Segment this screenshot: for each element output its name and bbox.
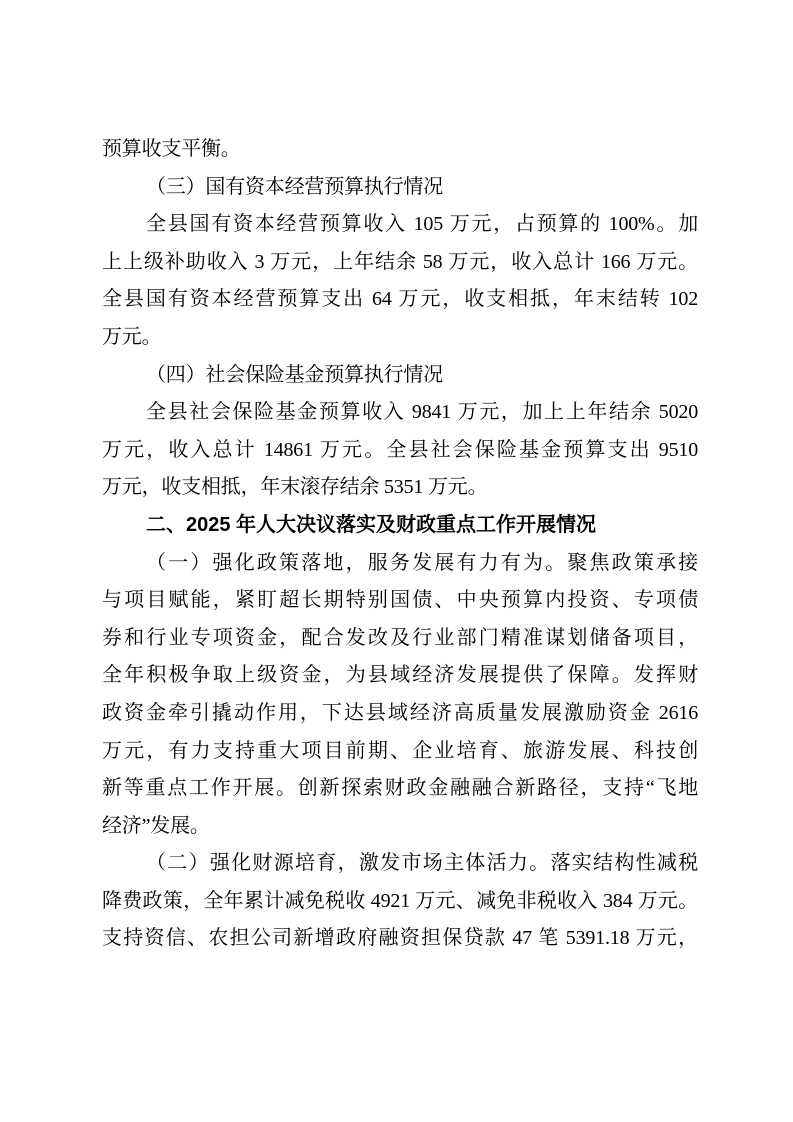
paragraph-line: 万元，收支相抵，年末滚存结余 5351 万元。 [102,476,488,499]
paragraph-text: 落实结构性减税 [550,852,698,875]
section-heading-2: 二、2025 年人大决议落实及财政重点工作开展情况 [146,513,597,536]
paragraph-line: 券和行业专项资金，配合发改及行业部门精准谋划储备项目， [102,626,698,649]
paragraph-line: 降费政策，全年累计减免税收 4921 万元、减免非税收入 384 万元。 [102,889,698,912]
paragraph-line: 全县国有资本经营预算收入 105 万元，占预算的 100%。加 [146,213,698,236]
paragraph-lead-in: （二）强化财源培育，激发市场主体活力。 [146,852,551,875]
paragraph-text: 聚焦政策承接 [567,551,698,574]
paragraph-line: 经济”发展。 [102,814,210,837]
paragraph-line: 支持资信、农担公司新增政府融资担保贷款 47 笔 5391.18 万元， [102,927,698,950]
subsection-heading-4: （四）社会保险基金预算执行情况 [146,363,443,386]
paragraph-line [102,845,698,883]
paragraph-line: 新等重点工作开展。创新探索财政金融融合新路径，支持“飞地 [102,777,698,800]
paragraph-line: 全年积极争取上级资金，为县域经济发展提供了保障。发挥财 [102,664,698,687]
paragraph-line: 与项目赋能，紧盯超长期特别国债、中央预算内投资、专项债 [102,589,698,612]
paragraph-line [102,545,698,583]
paragraph-line: 万元，收入总计 14861 万元。全县社会保险基金预算支出 9510 [102,438,698,461]
document-content [102,131,698,958]
paragraph-line: 万元。 [102,325,162,348]
paragraph-line: 上上级补助收入 3 万元，上年结余 58 万元，收入总计 166 万元。 [102,250,698,273]
subsection-heading-3: （三）国有资本经营预算执行情况 [146,175,443,198]
paragraph-lead-in: （一）强化政策落地，服务发展有力有为。 [146,551,568,574]
paragraph-line: 万元，有力支持重大项目前期、企业培育、旅游发展、科技创 [102,739,698,762]
paragraph-line: 全县国有资本经营预算支出 64 万元，收支相抵，年末结转 102 [102,288,698,311]
paragraph-line: 全县社会保险基金预算收入 9841 万元，加上上年结余 5020 [146,401,698,424]
paragraph-line: 政资金牵引撬动作用，下达县域经济高质量发展激励资金 2616 [102,701,698,724]
paragraph-line: 预算收支平衡。 [102,138,241,160]
